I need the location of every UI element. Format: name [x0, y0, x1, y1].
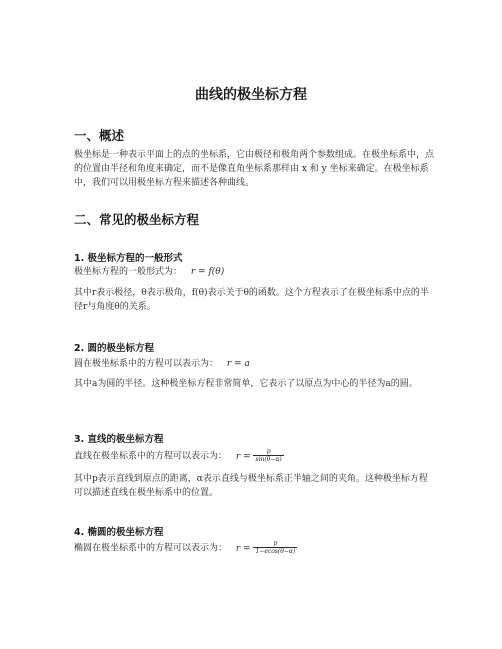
line-equation-fraction	[253, 448, 283, 464]
overview-paragraph: 极坐标是一种表示平面上的点的坐标系，它由极径和极角两个参数组成。在极坐标系中，点的位置由半径和角度来确定，而不是像直角坐标系那样由 x 和 y 坐标来确定。在极坐标系中，我们可以用极坐标方程来描述各种曲线。	[74, 150, 435, 188]
general-form-equation: r = f(θ)	[190, 267, 225, 277]
ellipse-text: 椭圆在极坐标系中的方程可以表示为：	[74, 543, 228, 554]
line-paragraph: 其中p表示直线到原点的距离，α表示直线与极坐标系正半轴之间的夹角。这种极坐标方程可以描述直线在极坐标系中的位置。	[74, 474, 428, 498]
subsection-heading-circle: 2. 圆的极坐标方程	[74, 343, 155, 354]
line-fraction-denominator: sin(θ−α)	[255, 456, 282, 463]
section-heading-common-equations: 二、常见的极坐标方程	[74, 212, 200, 227]
line-equation-line	[74, 448, 284, 464]
general-form-text: 极坐标方程的一般形式为：	[74, 267, 183, 277]
line-equation-lhs: r =	[235, 451, 251, 462]
ellipse-line	[74, 540, 297, 556]
subsection-heading-ellipse: 4. 椭圆的极坐标方程	[74, 527, 164, 538]
section-heading-overview: 一、概述	[74, 128, 125, 143]
ellipse-equation-lhs: r =	[235, 543, 251, 554]
general-form-line	[74, 265, 224, 279]
circle-equation: r = a	[226, 359, 250, 369]
ellipse-fraction-numerator: p	[253, 540, 297, 548]
circle-paragraph: 其中a为圆的半径。这种极坐标方程非常简单，它表示了以原点为中心的半径为a的圆。	[74, 379, 418, 389]
ellipse-fraction-denominator: 1−ecos(θ−α)	[255, 548, 296, 555]
subsection-heading-line: 3. 直线的极坐标方程	[74, 434, 164, 445]
circle-text: 圆在极坐标系中的方程可以表示为：	[74, 359, 219, 369]
line-fraction-numerator: p	[253, 448, 283, 456]
line-text: 直线在极坐标系中的方程可以表示为：	[74, 451, 228, 462]
ellipse-equation-fraction	[253, 540, 297, 556]
general-form-paragraph: 其中r表示极径，θ表示极角，f(θ)表示关于θ的函数。这个方程表示了在极坐标系中点的半径r与角度θ的关系。	[74, 288, 429, 312]
page-title: 曲线的极坐标方程	[195, 87, 307, 103]
circle-line	[74, 357, 250, 371]
subsection-heading-general-form: 1. 极坐标方程的一般形式	[74, 253, 183, 264]
